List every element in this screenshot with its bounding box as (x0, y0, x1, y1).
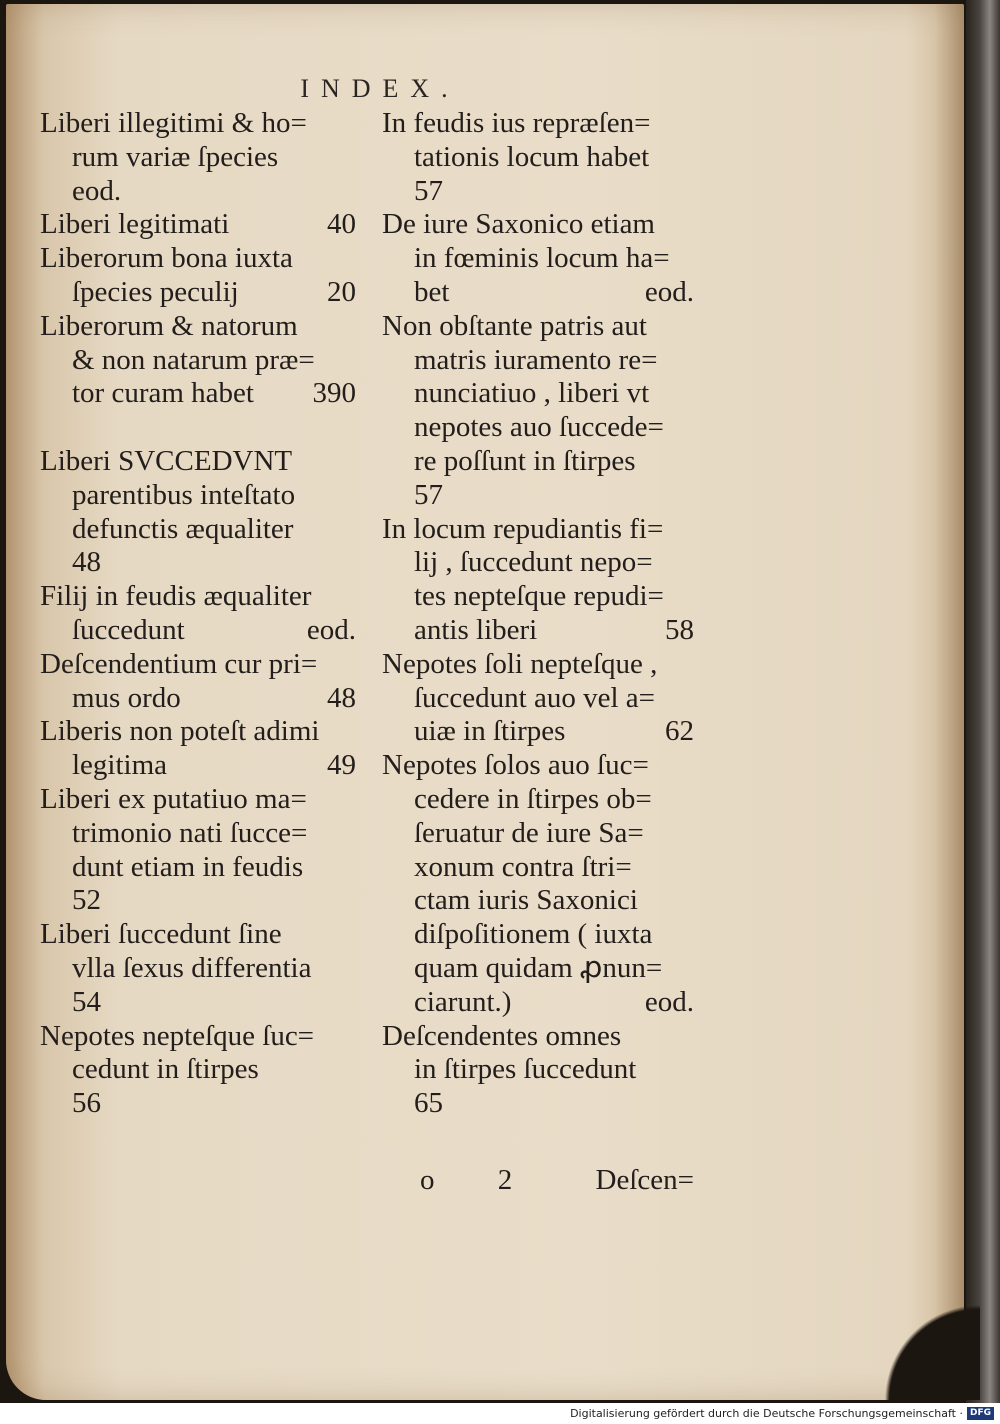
index-entry (382, 513, 694, 648)
entry-line (40, 310, 356, 344)
entry-text: parentibus inteſtato (72, 478, 296, 511)
entry-line (382, 918, 694, 952)
entry-text: ſpecies peculij (72, 275, 239, 308)
index-entry (382, 749, 694, 1019)
entry-line (382, 479, 694, 513)
index-entry (40, 310, 356, 411)
entry-line (40, 546, 356, 580)
entry-line (40, 141, 356, 175)
entry-text: uiæ in ſtirpes (414, 715, 566, 748)
entry-text: mus ordo (72, 681, 181, 714)
entry-line (382, 614, 694, 648)
entry-line (40, 242, 356, 276)
entry-line (382, 1020, 694, 1054)
entry-text: 57 (414, 478, 443, 511)
entry-text: cedere in ſtirpes ob= (414, 782, 652, 815)
page-corner-curl (820, 1240, 980, 1400)
entry-line (382, 344, 694, 378)
entry-text: In feudis ius repræſen= (382, 107, 651, 139)
entry-line (40, 986, 356, 1020)
index-column-right (382, 107, 694, 1121)
digitization-credit (570, 1407, 994, 1420)
entry-text: in fœminis locum ha= (414, 242, 670, 275)
entry-text: 52 (72, 884, 101, 917)
entry-line (40, 208, 356, 242)
page-reference: 62 (665, 715, 694, 748)
running-header: INDEX. (300, 74, 460, 103)
entry-line (382, 276, 694, 310)
entry-line (382, 141, 694, 175)
entry-text: legitima (72, 749, 168, 782)
page-reference: eod. (306, 613, 356, 646)
entry-text: xonum contra ſtri= (414, 850, 632, 883)
entry-text: ſeruatur de iure Sa= (414, 816, 644, 849)
index-entry (40, 242, 356, 310)
entry-line (40, 513, 356, 547)
entry-line (40, 1020, 356, 1054)
entry-text: De iure Saxonico etiam (382, 208, 655, 241)
catchword: Deſcen= (595, 1164, 694, 1196)
entry-line (40, 817, 356, 851)
page-reference: eod. (644, 985, 694, 1018)
entry-line (382, 242, 694, 276)
entry-text: nepotes auo ſuccede= (414, 411, 664, 444)
entry-line (382, 986, 694, 1020)
page-reference: 390 (312, 377, 356, 410)
entry-line (382, 175, 694, 209)
entry-line (40, 749, 356, 783)
entry-text: Liberorum bona iuxta (40, 242, 293, 275)
entry-text: rum variæ ſpecies (72, 140, 279, 173)
entry-line (40, 276, 356, 310)
entry-text: 48 (72, 546, 101, 579)
entry-text: Nepotes nepteſque ſuc= (40, 1019, 315, 1052)
entry-text: Liberi ex putatiuo ma= (40, 782, 307, 815)
entry-line (40, 884, 356, 918)
page-reference: 40 (327, 208, 356, 241)
entry-text: Deſcendentium cur pri= (40, 647, 318, 680)
index-entry (40, 1020, 356, 1121)
entry-text: Liberi SVCCEDVNT (40, 444, 293, 477)
entry-line (382, 580, 694, 614)
entry-line (40, 445, 356, 479)
index-entry (382, 208, 694, 309)
entry-text: trimonio nati ſucce= (72, 816, 308, 849)
entry-line (40, 175, 356, 209)
entry-line (40, 952, 356, 986)
entry-text: Liberi legitimati (40, 208, 230, 241)
entry-text: ctam iuris Saxonici (414, 884, 638, 917)
entry-text: lij , ſuccedunt nepo= (414, 546, 653, 579)
signature-mark: o 2 (420, 1164, 541, 1196)
entry-text: 65 (414, 1087, 443, 1120)
entry-line (382, 715, 694, 749)
entry-text: bet (414, 275, 450, 308)
entry-line (382, 546, 694, 580)
entry-line (382, 749, 694, 783)
entry-text: quam quidam ꝓnun= (414, 951, 663, 984)
entry-text: Liberi ſuccedunt ſine (40, 918, 282, 951)
entry-text: re poſſunt in ſtirpes (414, 444, 636, 477)
dfg-logo: DFG (967, 1407, 994, 1420)
entry-line (40, 614, 356, 648)
page-reference: 48 (327, 681, 356, 714)
page-edge-shadow (934, 4, 964, 1400)
index-entry (382, 1020, 694, 1121)
entry-line (382, 1087, 694, 1121)
entry-line (382, 783, 694, 817)
entry-line (40, 479, 356, 513)
entry-line (40, 648, 356, 682)
entry-line (40, 107, 356, 141)
entry-line (382, 817, 694, 851)
entry-text: Nepotes ſolos auo ſuc= (382, 749, 649, 782)
entry-text: tes nepteſque repudi= (414, 580, 664, 613)
page-reference: 49 (327, 749, 356, 782)
entry-text: 56 (72, 1087, 101, 1120)
entry-line (382, 1053, 694, 1087)
entry-line (382, 884, 694, 918)
entry-text: & non natarum præ= (72, 343, 315, 376)
entry-text: Liberi illegitimi & ho= (40, 107, 307, 139)
index-entry (40, 107, 356, 208)
index-entry (40, 208, 356, 242)
index-entry (40, 715, 356, 783)
entry-line (382, 208, 694, 242)
index-entry (40, 783, 356, 918)
binding-edge (966, 0, 1000, 1403)
entry-line (40, 682, 356, 716)
index-column-left (40, 107, 356, 1121)
entry-line (382, 682, 694, 716)
entry-text: 57 (414, 174, 443, 207)
entry-line (382, 411, 694, 445)
entry-text: dunt etiam in feudis (72, 850, 304, 883)
index-entry (382, 648, 694, 749)
entry-text: nunciatiuo , liberi vt (414, 377, 650, 410)
entry-line (382, 952, 694, 986)
entry-text: defunctis æqualiter (72, 512, 294, 545)
entry-text: matris iuramento re= (414, 343, 658, 376)
index-entry (40, 580, 356, 648)
entry-line (382, 377, 694, 411)
entry-gap (40, 411, 356, 445)
entry-text: in ſtirpes ſuccedunt (414, 1053, 637, 1086)
entry-line (40, 344, 356, 378)
entry-text: 54 (72, 985, 101, 1018)
index-entry (382, 310, 694, 513)
entry-line (40, 1087, 356, 1121)
entry-text: tationis locum habet (414, 140, 650, 173)
entry-line (382, 851, 694, 885)
entry-line (382, 445, 694, 479)
entry-text: In locum repudiantis fi= (382, 512, 664, 545)
entry-text: ciarunt.) (414, 985, 512, 1018)
entry-text: Non obſtante patris aut (382, 309, 647, 342)
entry-line (382, 513, 694, 547)
entry-line (382, 107, 694, 141)
entry-text: cedunt in ſtirpes (72, 1053, 259, 1086)
entry-line (40, 715, 356, 749)
entry-line (40, 580, 356, 614)
entry-text: Liberis non poteſt adimi (40, 715, 320, 748)
page-reference: 58 (665, 613, 694, 646)
credit-text: Digitalisierung gefördert durch die Deutsche Forschungsgemeinschaft · (570, 1407, 963, 1420)
entry-text: ſuccedunt auo vel a= (414, 681, 656, 714)
page-reference: eod. (644, 275, 694, 308)
index-entry (40, 445, 356, 580)
entry-text: tor curam habet (72, 377, 254, 410)
index-entry (40, 918, 356, 1019)
entry-line (40, 377, 356, 411)
page-reference: 20 (327, 275, 356, 308)
entry-line (40, 851, 356, 885)
entry-line (40, 783, 356, 817)
entry-text: Liberorum & natorum (40, 309, 298, 342)
entry-text: Deſcendentes omnes (382, 1019, 622, 1052)
index-entry (382, 107, 694, 208)
entry-line (40, 1053, 356, 1087)
entry-line (40, 918, 356, 952)
entry-text: ſuccedunt (72, 613, 185, 646)
entry-text: Filij in feudis æqualiter (40, 580, 312, 613)
entry-text: vlla ſexus differentia (72, 951, 312, 984)
entry-line (382, 310, 694, 344)
entry-text: Nepotes ſoli nepteſque , (382, 647, 658, 680)
entry-text: antis liberi (414, 613, 538, 646)
index-entry (40, 648, 356, 716)
entry-line (382, 648, 694, 682)
entry-text: eod. (72, 174, 122, 207)
entry-text: diſpoſitionem ( iuxta (414, 918, 653, 951)
